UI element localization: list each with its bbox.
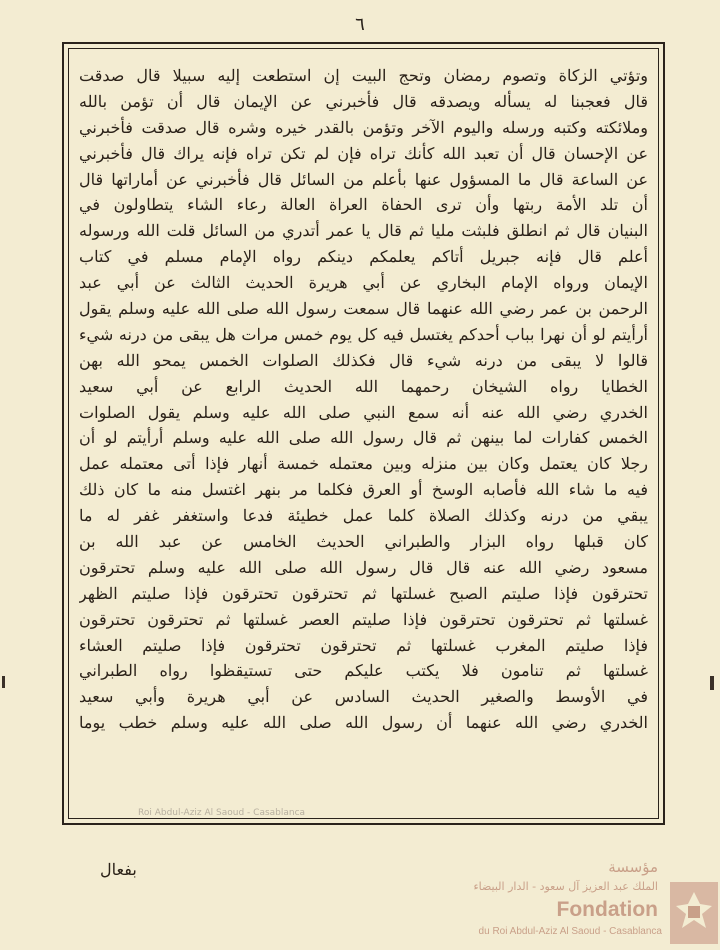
manuscript-line: غسلتها ثم تحترقون تحترقون فإذا صليتم العصر غسلتها ثم تحترقون تحترقون xyxy=(79,609,648,629)
manuscript-line: قالوا لا يبقى من درنه شيء قال فكذلك الصلوات الخمس يمحو الله بهن xyxy=(79,350,648,370)
logo-arabic-title: مؤسسة xyxy=(608,858,658,876)
manuscript-line: غسلتها ثم تنامون فلا يكتب عليكم حتى تستيقظوا رواه الطبراني xyxy=(79,661,648,681)
text-frame-inner xyxy=(68,48,659,819)
manuscript-line: فيه ما شاء الله فأصابه الوسخ أو العرق فكلما مر بنهر اغتسل منه ما كان ذلك xyxy=(79,480,648,500)
watermark: Roi Abdul-Aziz Al Saoud - Casablanca xyxy=(138,808,306,818)
manuscript-line: رجلا كان يعتمل وكان بين منزله وبين معتمله خمسة أنهار فإذا أتى معتمله عمل xyxy=(79,454,648,474)
manuscript-line: البنيان قال ثم انطلق فلبثت مليا ثم قال يا عمر أتدري من السائل قلت الله ورسوله xyxy=(79,221,648,241)
foundation-emblem-icon xyxy=(670,882,718,944)
manuscript-line: عن الساعة قال ما المسؤول عنها بأعلم من السائل قال فأخبرني عن أماراتها قال xyxy=(79,169,648,189)
manuscript-line: الخدري رضي الله عنه أنه سمع النبي صلى الله عليه وسلم يقول الصلوات xyxy=(79,402,648,422)
manuscript-line: قال فعجبنا له يسأله ويصدقه قال فأخبرني عن الإيمان قال أن تؤمن بالله xyxy=(79,91,648,111)
manuscript-line: وتؤتي الزكاة وتصوم رمضان وتحج البيت إن استطعت إليه سبيلا قال صدقت xyxy=(79,66,648,85)
manuscript-text xyxy=(79,63,648,808)
manuscript-line: في الأوسط والصغير الحديث السادس عن أبي هريرة وأبي سعيد xyxy=(79,687,648,707)
foundation-logo xyxy=(440,858,720,950)
manuscript-line: الإيمان ورواه الإمام البخاري عن أبي هريرة الحديث الثالث عن أبي عبد xyxy=(79,273,648,293)
margin-mark xyxy=(710,676,714,690)
manuscript-line: الخدري رضي الله عنهما أن رسول الله صلى الله عليه وسلم خطب يوما xyxy=(79,713,648,733)
logo-french-title: Fondation xyxy=(556,898,658,921)
manuscript-line: أعلم قال فإنه جبريل أتاكم يعلمكم دينكم رواه الإمام مسلم في كتاب xyxy=(79,247,648,267)
manuscript-line: كان قبلها رواه البزار والطبراني الحديث الخامس عن عبد الله بن xyxy=(79,532,648,552)
manuscript-line: عن الإحسان قال أن تعبد الله كأنك تراه فإن لم تكن تراه فإنه يراك قال فأخبرني xyxy=(79,143,648,163)
manuscript-line: تحترقون فإذا صليتم الصبح غسلتها ثم تحترقون تحترقون فإذا صليتم الظهر xyxy=(79,583,648,603)
manuscript-line: فإذا صليتم المغرب غسلتها ثم تحترقون تحترقون فإذا صليتم العشاء xyxy=(79,635,648,655)
text-frame xyxy=(62,42,665,825)
margin-mark xyxy=(2,676,5,688)
manuscript-line: الخطايا رواه الشيخان رحمهما الله الحديث الرابع عن أبي سعيد xyxy=(79,376,648,396)
manuscript-line: أرأيتم لو أن نهرا بباب أحدكم يغتسل فيه كل يوم خمس مرات هل يبقى من درنه شيء xyxy=(79,324,648,344)
manuscript-line: يبقي من درنه وكذلك الصلاة كلما عمل خطيئة فدعا واستغفر غفر له ما xyxy=(79,506,648,526)
manuscript-line: أن تلد الأمة ربتها وأن ترى الحفاة العراة العالة رعاء الشاء يتطاولون في xyxy=(79,195,648,215)
manuscript-line: مسعود رضي الله عنه قال قال رسول الله صلى الله عليه وسلم تحترقون xyxy=(79,557,648,577)
page-number: ٦ xyxy=(355,14,365,35)
logo-french-subtitle: du Roi Abdul-Aziz Al Saoud - Casablanca xyxy=(478,926,662,937)
manuscript-line: الرحمن بن عمر رضي الله عنهما قال سمعت رسول الله صلى الله عليه وسلم يقول xyxy=(79,299,648,319)
manuscript-line: الخمس كفارات لما بينهن ثم قال رسول الله صلى الله عليه وسلم أرأيتم لو أن xyxy=(79,428,648,448)
logo-arabic-subtitle: الملك عبد العزيز آل سعود - الدار البيضاء xyxy=(473,880,658,893)
manuscript-line: وملائكته وكتبه ورسله واليوم الآخر وتؤمن بالقدر خيره وشره قال صدقت فأخبرني xyxy=(79,117,648,137)
catchword: بفعال xyxy=(100,860,137,879)
